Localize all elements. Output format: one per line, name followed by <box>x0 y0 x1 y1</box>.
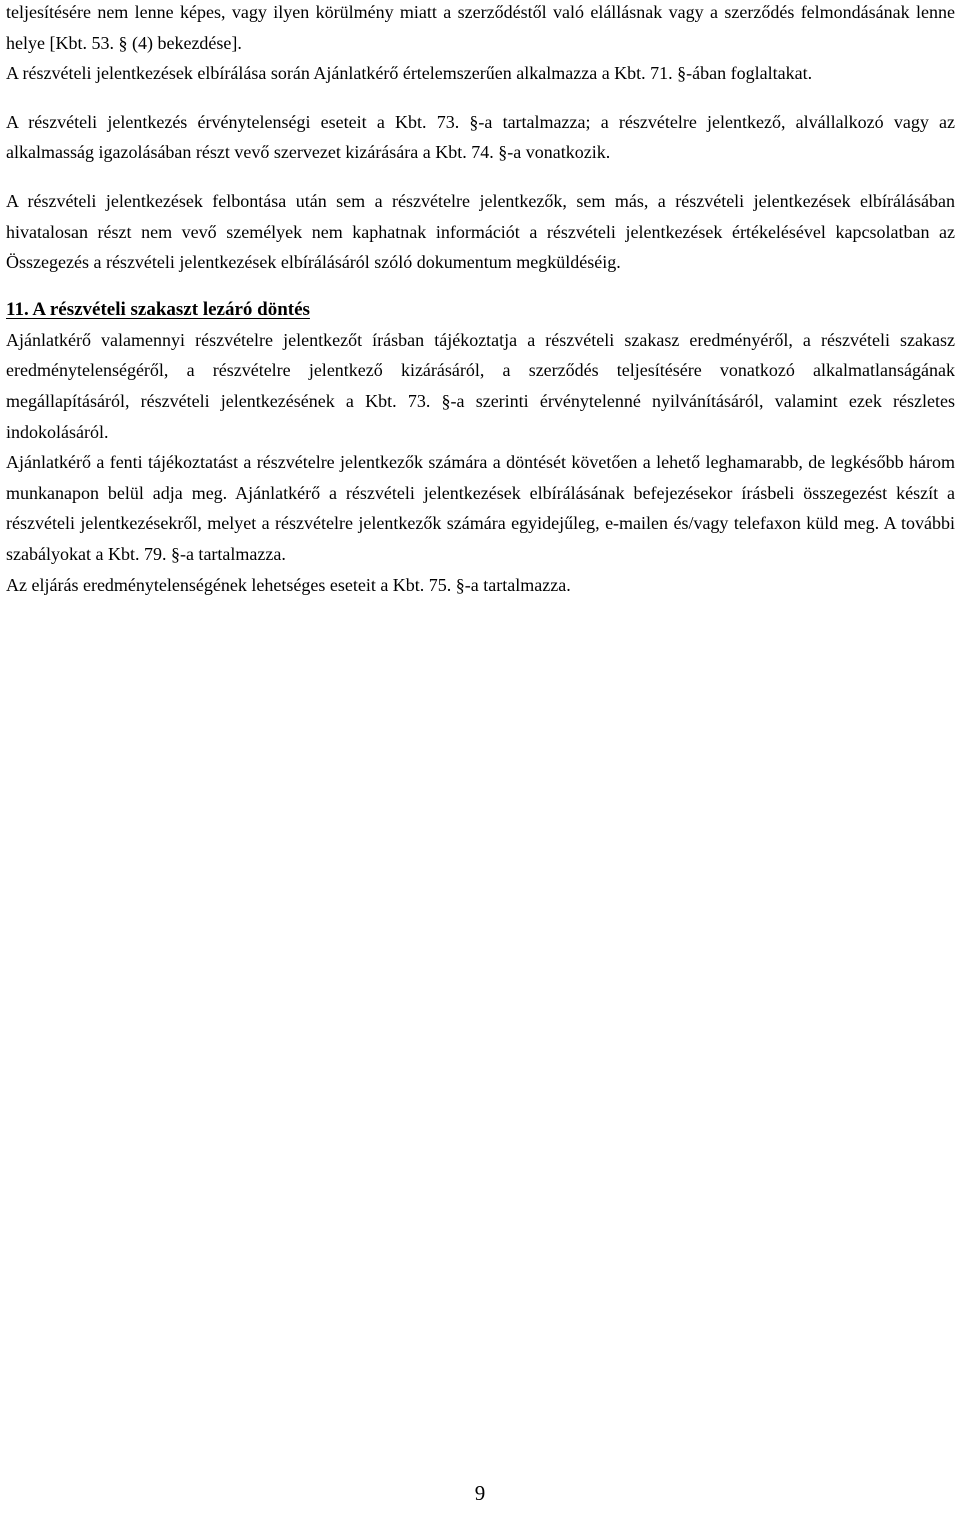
paragraph-invalidity-kbt-73: A részvételi jelentkezés érvénytelenségi eseteit a Kbt. 73. §-a tartalmazza; a részvételre jelentkező, alvállalkozó vagy az alkalmasság igazolásában részt vevő szervezet kizárására a Kbt. 74. §-a vonatkozik. <box>6 111 955 163</box>
page-number: 9 <box>474 1481 486 1505</box>
paragraph-notification: Ajánlatkérő valamennyi részvételre jelentkezőt írásban tájékoztatja a részvételi szakasz eredményéről, a részvételi szakasz eredménytelenségéről, a részvételre jelentkező kizárásáról, a szerződés teljesítésére vonatkozó alkalmatlanságának megállapításáról, részvételi jelentkezésének a Kbt. 73. §-a szerinti érvénytelenné nyilvánításáról, valamint ezek részletes indokolásáról. <box>6 329 955 442</box>
section-heading: 11. A részvételi szakaszt lezáró döntés <box>6 298 310 320</box>
paragraph-withdrawal-termination: teljesítésére nem lenne képes, vagy ilyen körülmény miatt a szerződéstől való elállásnak vagy a szerződés felmondásának lenne helye [Kbt. 53. § (4) bekezdése]. <box>6 2 955 53</box>
paragraph-evaluation-kbt-71: A részvételi jelentkezések elbírálása során Ajánlatkérő értelemszerűen alkalmazza a Kbt. 71. §-ában foglaltakat. <box>6 63 813 84</box>
paragraph-confidentiality: A részvételi jelentkezések felbontása után sem a részvételre jelentkezők, sem más, a részvételi jelentkezések elbírálásában hivatalosan részt nem vevő személyek nem kaphatnak információt a részvételi jelentkezések értékelésével kapcsolatban az Összegezés a részvételi jelentkezések elbírálásáról szóló dokumentum megküldéséig. <box>6 190 955 273</box>
paragraph-summary-timing: Ajánlatkérő a fenti tájékoztatást a részvételre jelentkezők számára a döntését követően a lehető leghamarabb, de legkésőbb három munkanapon belül adja meg. Ajánlatkérő a részvételi jelentkezések elbírálásának befejezésekor írásbeli összegezést készít a részvételi jelentkezésekről, melyet a részvételre jelentkezők számára egyidejűleg, e-mailen és/vagy telefaxon küld meg. A további szabályokat a Kbt. 79. §-a tartalmazza. <box>6 452 955 564</box>
document-page <box>6 0 955 600</box>
paragraph-unsuccessful-procedure: Az eljárás eredménytelenségének lehetséges eseteit a Kbt. 75. §-a tartalmazza. <box>6 574 571 595</box>
